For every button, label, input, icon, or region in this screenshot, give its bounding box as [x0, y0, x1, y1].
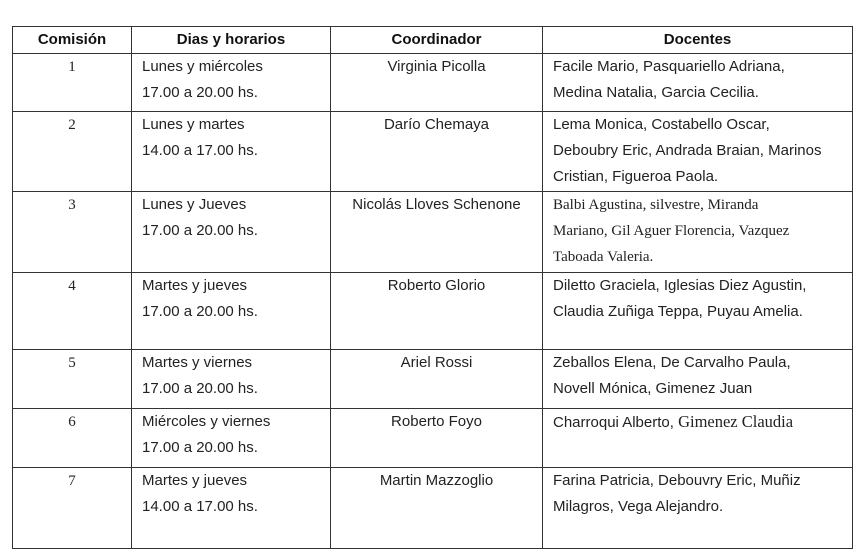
schedule-hours: 17.00 a 20.00 hs. — [142, 439, 258, 456]
table-row — [13, 273, 853, 350]
coordinator-name: Martin Mazzoglio — [331, 468, 543, 549]
table-row — [13, 112, 853, 192]
schedule-days: Martes y jueves — [142, 277, 248, 294]
teachers-line: Milagros, Vega Alejandro. — [553, 498, 724, 515]
teachers-cell — [543, 112, 853, 192]
header-row — [13, 27, 853, 54]
commission-number: 1 — [13, 54, 132, 112]
schedule-cell — [132, 112, 331, 192]
schedule-hours: 17.00 a 20.00 hs. — [142, 84, 258, 101]
teachers-line: Charroqui Alberto, — [553, 414, 679, 431]
schedule-days: Lunes y Jueves — [142, 196, 247, 213]
table-row — [13, 468, 853, 549]
teachers-line: Diletto Graciela, Iglesias Diez Agustin, — [553, 277, 807, 294]
teachers-line: Medina Natalia, Garcia Cecilia. — [553, 84, 759, 101]
schedule-cell — [132, 192, 331, 273]
teachers-line: Mariano, Gil Aguer Florencia, Vazquez — [553, 223, 790, 239]
table-body — [13, 54, 853, 549]
schedule-cell — [132, 409, 331, 468]
header-coordinador: Coordinador — [331, 27, 543, 54]
coordinator-name: Darío Chemaya — [331, 112, 543, 192]
teachers-cell — [543, 350, 853, 409]
table-row — [13, 409, 853, 468]
commission-number: 7 — [13, 468, 132, 549]
table-header — [13, 27, 853, 54]
schedule-days: Martes y jueves — [142, 472, 248, 489]
commission-number: 5 — [13, 350, 132, 409]
teachers-line: Lema Monica, Costabello Oscar, — [553, 116, 770, 133]
teachers-line: Novell Mónica, Gimenez Juan — [553, 380, 753, 397]
teachers-line: Claudia Zuñiga Teppa, Puyau Amelia. — [553, 303, 803, 320]
schedule-hours: 14.00 a 17.00 hs. — [142, 142, 258, 159]
teachers-line: Farina Patricia, Debouvry Eric, Muñiz — [553, 472, 801, 489]
header-dias-horarios: Dias y horarios — [132, 27, 331, 54]
table-row — [13, 192, 853, 273]
teachers-cell — [543, 192, 853, 273]
teachers-cell — [543, 54, 853, 112]
teachers-line: Cristian, Figueroa Paola. — [553, 168, 719, 185]
coordinator-name: Ariel Rossi — [331, 350, 543, 409]
commission-number: 6 — [13, 409, 132, 468]
teachers-cell — [543, 468, 853, 549]
schedule-hours: 17.00 a 20.00 hs. — [142, 222, 258, 239]
teachers-line-serif: Gimenez Claudia — [678, 412, 794, 431]
commission-number: 3 — [13, 192, 132, 273]
coordinator-name: Nicolás Lloves Schenone — [331, 192, 543, 273]
commissions-table — [12, 26, 853, 549]
table-row — [13, 350, 853, 409]
commission-number: 2 — [13, 112, 132, 192]
header-docentes: Docentes — [543, 27, 853, 54]
teachers-line: Balbi Agustina, silvestre, Miranda — [553, 197, 759, 213]
schedule-cell — [132, 468, 331, 549]
schedule-days: Lunes y martes — [142, 116, 245, 133]
schedule-days: Martes y viernes — [142, 354, 253, 371]
teachers-line: Taboada Valeria. — [553, 249, 654, 265]
commission-number: 4 — [13, 273, 132, 350]
schedule-cell — [132, 54, 331, 112]
header-comision: Comisión — [13, 27, 132, 54]
teachers-cell — [543, 409, 853, 468]
coordinator-name: Roberto Glorio — [331, 273, 543, 350]
schedule-days: Miércoles y viernes — [142, 413, 271, 430]
table-row — [13, 54, 853, 112]
schedule-days: Lunes y miércoles — [142, 58, 263, 75]
schedule-hours: 17.00 a 20.00 hs. — [142, 303, 258, 320]
coordinator-name: Virginia Picolla — [331, 54, 543, 112]
schedule-hours: 14.00 a 17.00 hs. — [142, 498, 258, 515]
teachers-cell — [543, 273, 853, 350]
teachers-line: Facile Mario, Pasquariello Adriana, — [553, 58, 785, 75]
coordinator-name: Roberto Foyo — [331, 409, 543, 468]
schedule-hours: 17.00 a 20.00 hs. — [142, 380, 258, 397]
schedule-cell — [132, 350, 331, 409]
teachers-line: Zeballos Elena, De Carvalho Paula, — [553, 354, 791, 371]
schedule-cell — [132, 273, 331, 350]
teachers-line: Deboubry Eric, Andrada Braian, Marinos — [553, 142, 822, 159]
